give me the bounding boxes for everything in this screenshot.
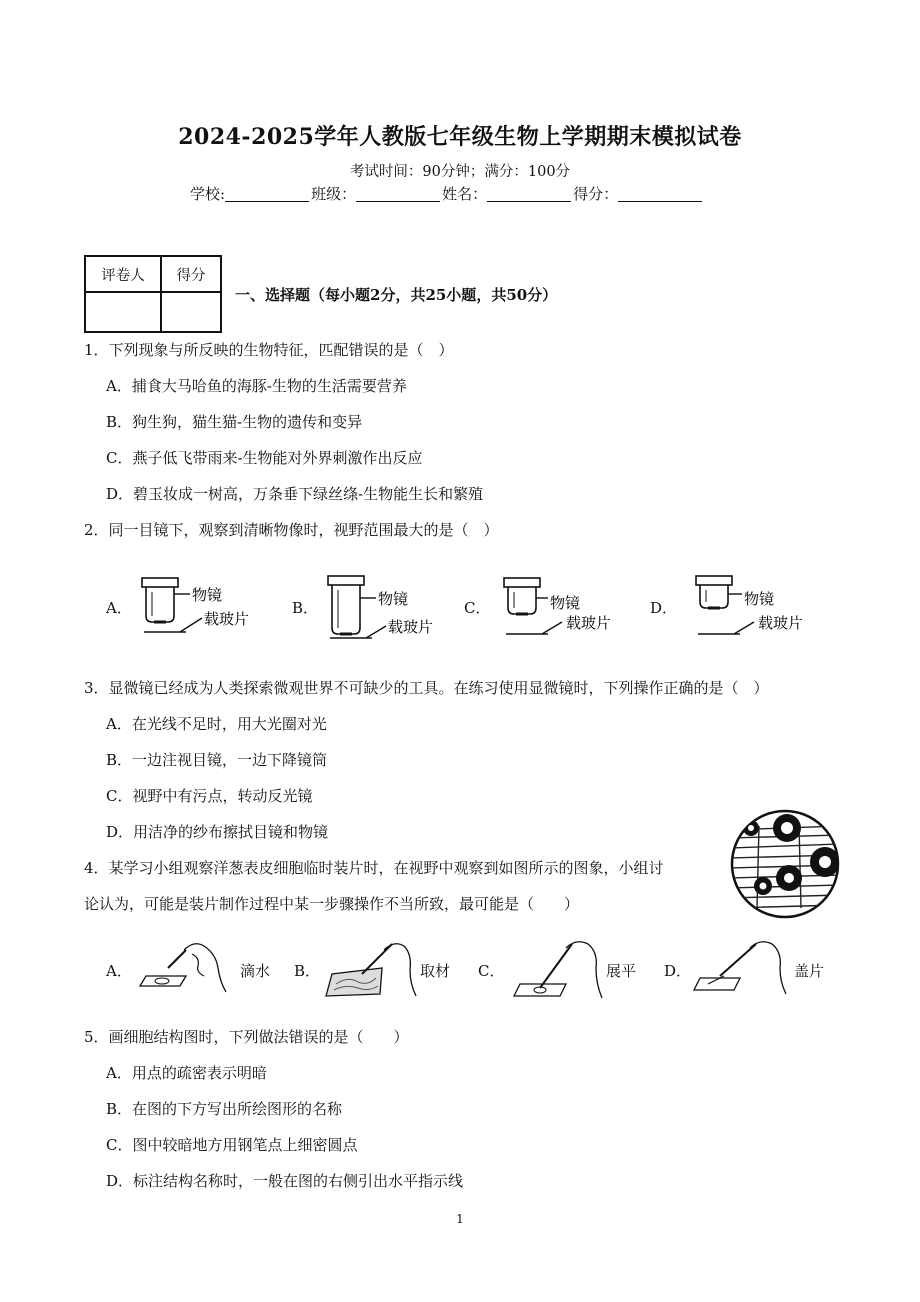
q2-option-c-letter[interactable]: C． bbox=[464, 599, 491, 617]
q3-option-d[interactable]: D．用洁净的纱布擦拭目镜和物镜 bbox=[106, 823, 329, 841]
objective-label-a: 物镜 bbox=[192, 586, 223, 604]
q4-option-d-letter[interactable]: D． bbox=[664, 962, 692, 980]
reviewer-cell[interactable] bbox=[85, 292, 161, 332]
objective-label-b: 物镜 bbox=[378, 590, 409, 608]
q4-microscope-field-image bbox=[729, 808, 841, 920]
q1-option-b[interactable]: B．狗生狗，猫生猫-生物的遗传和变异 bbox=[106, 413, 363, 431]
student-info-line bbox=[190, 183, 704, 204]
q5-option-a[interactable]: A．用点的疏密表示明暗 bbox=[106, 1064, 267, 1082]
page-title: 2024-2025学年人教版七年级生物上学期期末模拟试卷 bbox=[178, 124, 742, 150]
name-label: 姓名： bbox=[442, 185, 488, 203]
q4-spread-figure bbox=[510, 934, 610, 1004]
q2-objective-d-figure bbox=[682, 572, 822, 642]
q4-step-c-label: 展平 bbox=[606, 962, 637, 980]
q4-stem-line1: 4．某学习小组观察洋葱表皮细胞临时装片时，在视野中观察到如图所示的图象，小组讨 bbox=[84, 859, 664, 877]
class-blank[interactable] bbox=[356, 186, 440, 202]
slide-label-d: 载玻片 bbox=[758, 614, 804, 632]
score-label: 得分： bbox=[573, 185, 619, 203]
q1-option-a[interactable]: A．捕食大马哈鱼的海豚-生物的生活需要营养 bbox=[106, 377, 407, 395]
q1-option-d[interactable]: D．碧玉妆成一树高，万条垂下绿丝绦-生物能生长和繁殖 bbox=[106, 485, 484, 503]
q4-option-c-letter[interactable]: C． bbox=[478, 962, 505, 980]
q2-stem: 2．同一目镜下，观察到清晰物像时，视野范围最大的是（ ） bbox=[84, 521, 499, 539]
score-cell[interactable] bbox=[161, 292, 221, 332]
exam-info: 考试时间：90分钟；满分：100分 bbox=[349, 164, 571, 180]
slide-label-a: 载玻片 bbox=[204, 610, 250, 628]
page-number: 1 bbox=[456, 1212, 464, 1226]
q1-stem: 1．下列现象与所反映的生物特征，匹配错误的是（ ） bbox=[84, 341, 454, 359]
q2-objective-b-figure bbox=[314, 572, 454, 642]
q4-option-b-letter[interactable]: B． bbox=[294, 962, 321, 980]
q4-option-a-letter[interactable]: A． bbox=[106, 962, 132, 980]
reviewer-header: 评卷人 bbox=[85, 256, 161, 292]
q4-stem-line2: 论认为，可能是装片制作过程中某一步骤操作不当所致，最可能是（ ） bbox=[84, 895, 580, 913]
q5-option-b[interactable]: B．在图的下方写出所绘图形的名称 bbox=[106, 1100, 343, 1118]
q4-step-d-label: 盖片 bbox=[794, 962, 825, 980]
q3-option-a[interactable]: A．在光线不足时，用大光圈对光 bbox=[106, 715, 327, 733]
q5-option-d[interactable]: D．标注结构名称时，一般在图的右侧引出水平指示线 bbox=[106, 1172, 464, 1190]
q3-stem: 3．显微镜已经成为人类探索微观世界不可缺少的工具。在练习使用显微镜时，下列操作正确的是（ ） bbox=[84, 679, 769, 697]
q5-stem: 5．画细胞结构图时，下列做法错误的是（ ） bbox=[84, 1028, 409, 1046]
objective-label-c: 物镜 bbox=[550, 594, 581, 612]
q1-option-c[interactable]: C．燕子低飞带雨来-生物能对外界刺激作出反应 bbox=[106, 449, 423, 467]
q2-objective-a-figure bbox=[128, 572, 268, 642]
q2-objective-c-figure bbox=[490, 572, 630, 642]
q2-option-a-letter[interactable]: A． bbox=[106, 599, 132, 617]
q4-step-a-label: 滴水 bbox=[240, 962, 271, 980]
section-heading: 一、选择题（每小题2分，共25小题，共50分） bbox=[235, 286, 558, 304]
q2-option-d-letter[interactable]: D． bbox=[650, 599, 678, 617]
school-label: 学校: bbox=[190, 185, 226, 203]
objective-label-d: 物镜 bbox=[744, 590, 775, 608]
slide-label-c: 载玻片 bbox=[566, 614, 612, 632]
name-blank[interactable] bbox=[487, 186, 571, 202]
school-blank[interactable] bbox=[225, 186, 309, 202]
score-header: 得分 bbox=[161, 256, 221, 292]
q4-dropper-figure bbox=[134, 936, 234, 998]
q4-peel-figure bbox=[322, 934, 422, 1004]
q4-step-b-label: 取材 bbox=[420, 962, 451, 980]
q3-option-b[interactable]: B．一边注视目镜，一边下降镜筒 bbox=[106, 751, 328, 769]
class-label: 班级： bbox=[311, 185, 357, 203]
score-table bbox=[84, 255, 222, 333]
q4-coverslip-figure bbox=[690, 934, 790, 1000]
score-blank[interactable] bbox=[618, 186, 702, 202]
q2-option-b-letter[interactable]: B． bbox=[292, 599, 319, 617]
slide-label-b: 载玻片 bbox=[388, 618, 434, 636]
q3-option-c[interactable]: C．视野中有污点，转动反光镜 bbox=[106, 787, 313, 805]
q5-option-c[interactable]: C．图中较暗地方用钢笔点上细密圆点 bbox=[106, 1136, 358, 1154]
